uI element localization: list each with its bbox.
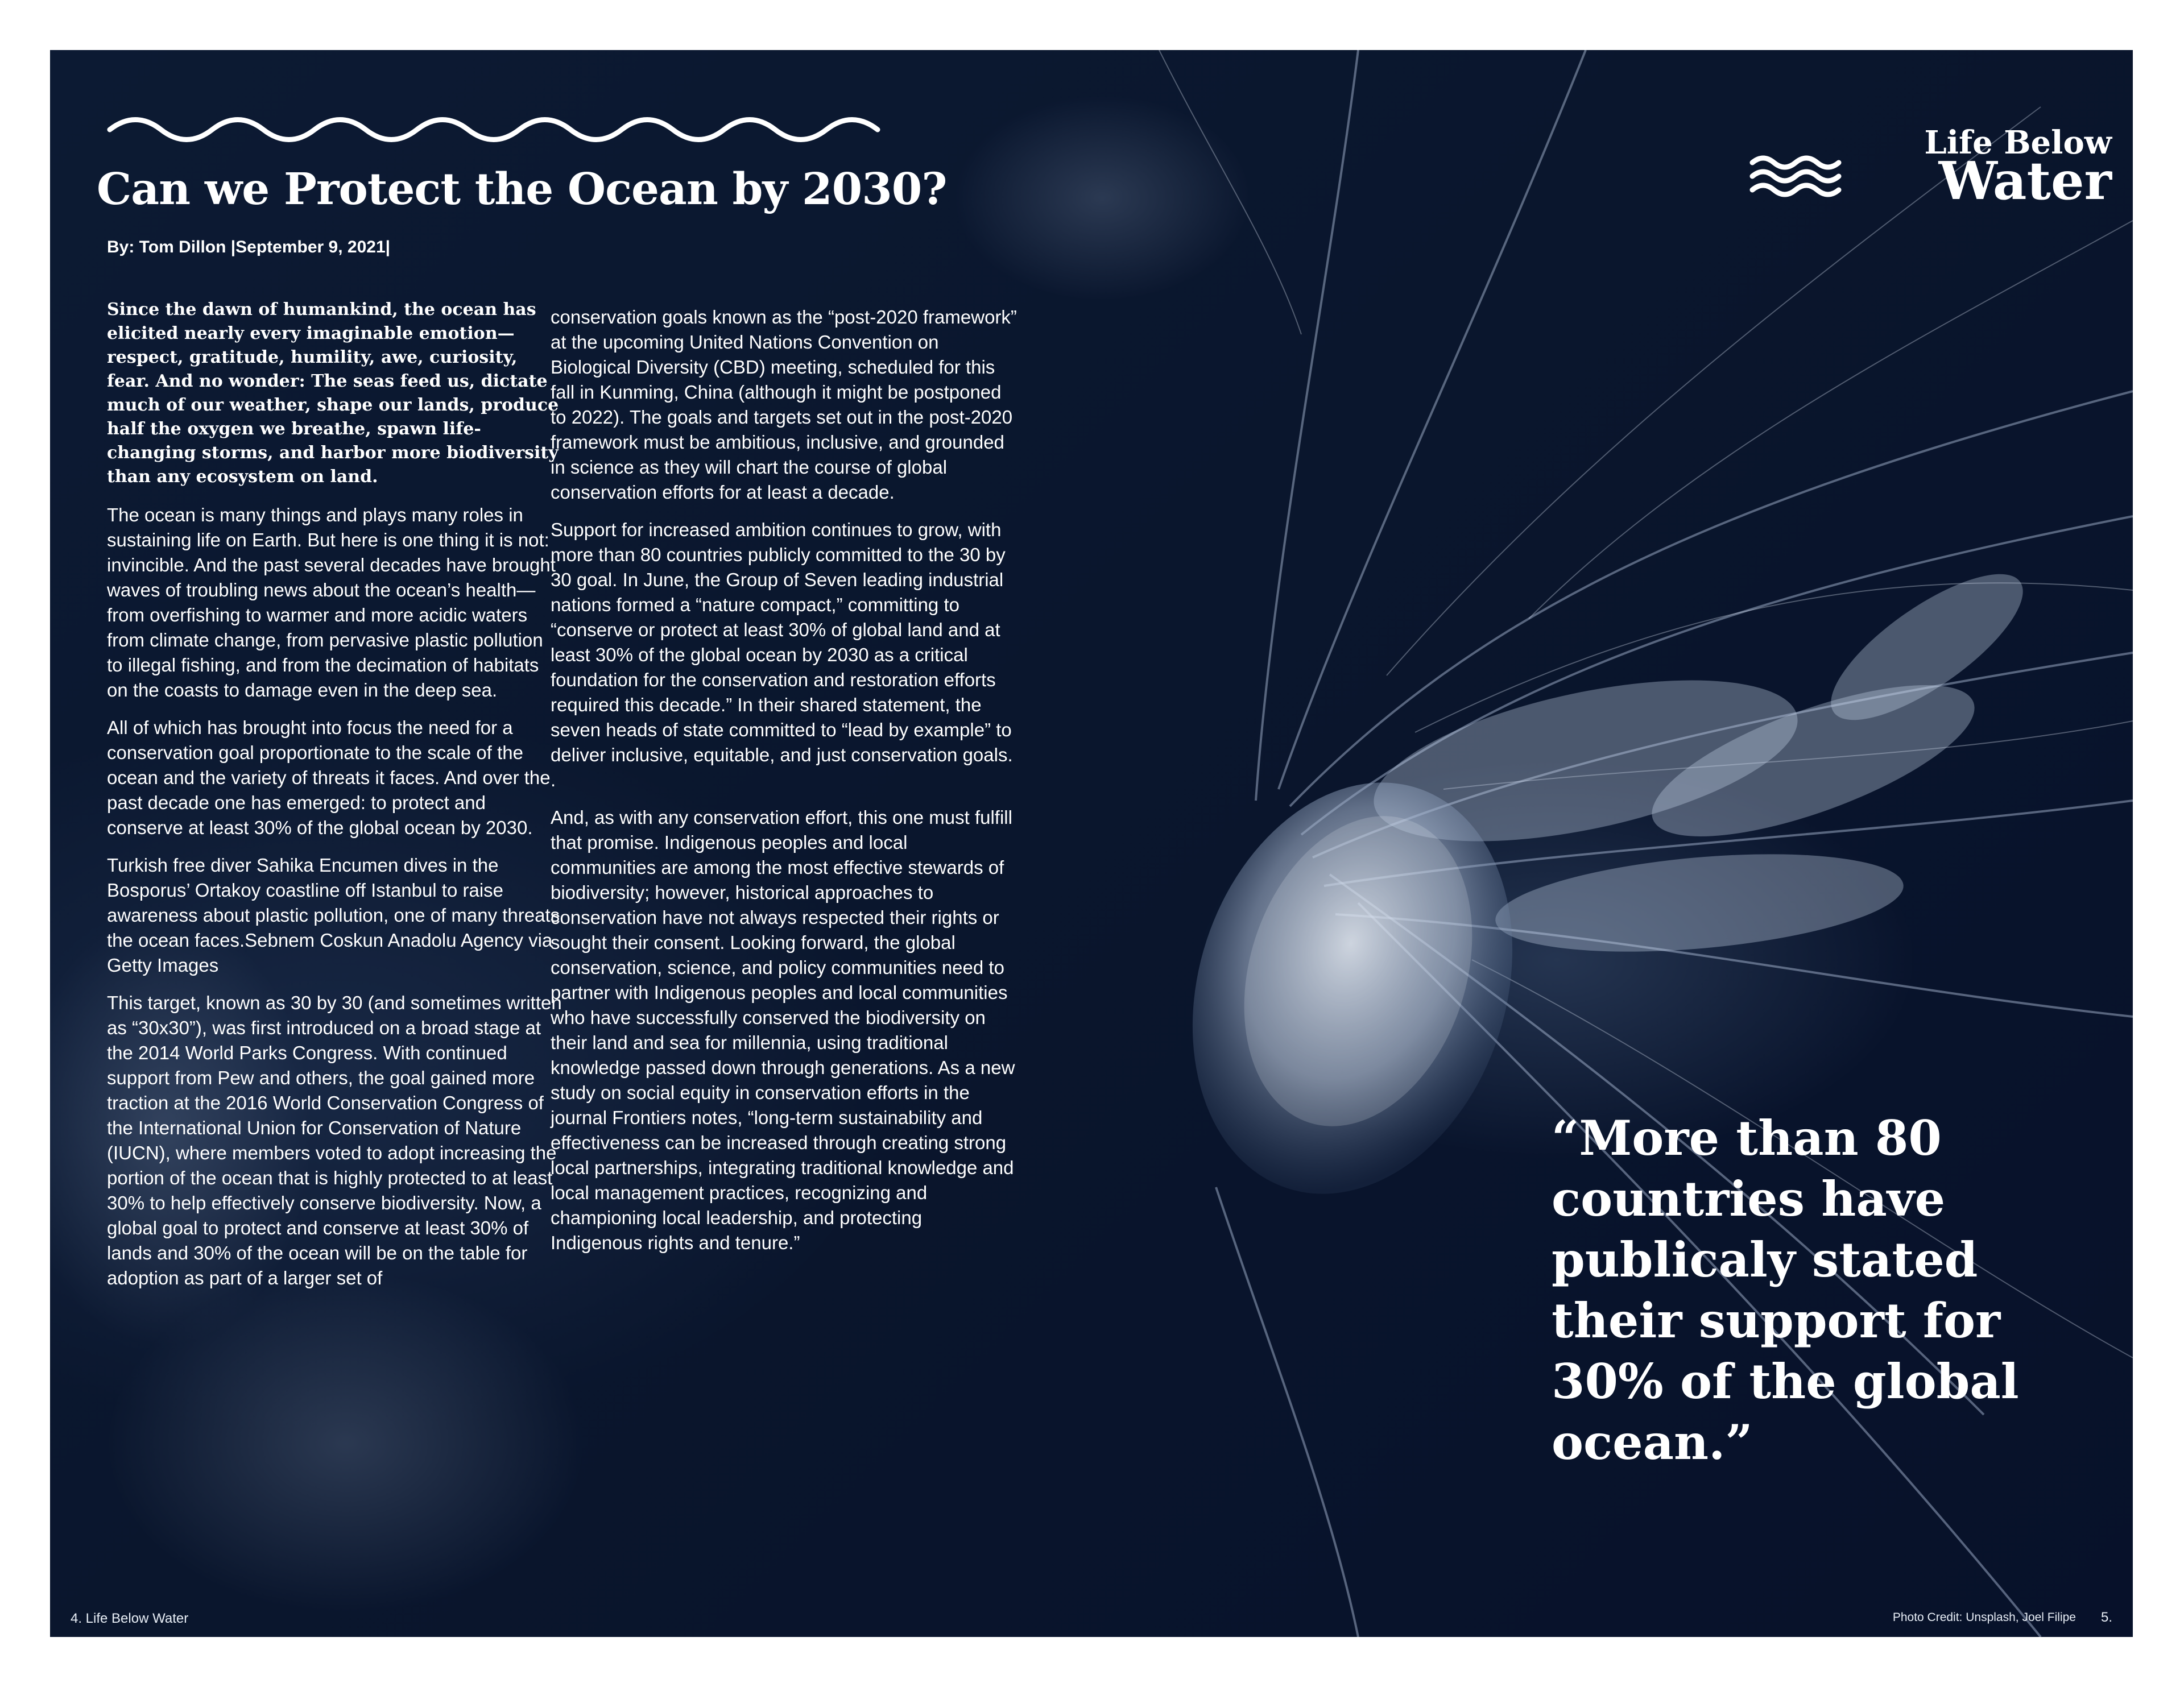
article-lead: Since the dawn of humankind, the ocean has elicited nearly every imaginable emotion—respect, gratitude, humility, awe, curiosity, fear. And no wonder: The seas feed us, dictate much of our weather, shape our lands, produce half the oxygen we breathe, spawn life-changing storms, and harbor more biodiversity than any ecosystem on land. <box>107 300 559 487</box>
photo-credit: Photo Credit: Unsplash, Joel Filipe <box>1892 1611 2076 1624</box>
article-paragraph: All of which has brought into focus the need for a conservation goal proportionate to the scale of the ocean and the variety of threats it faces. And over the past decade one has emerged: to protect and conserve at least 30% of the global ocean by 2030. <box>107 717 551 838</box>
section-brand <box>1748 124 2112 215</box>
page-number-right: 5. <box>2100 1610 2112 1625</box>
article-paragraph: conservation goals known as the “post-2020 framework” at the upcoming United Nations Convention on Biological Diversity (CBD) meeting, scheduled for this fall in Kunming, China (although it might be postponed to 2022). The goals and targets set out in the post-2020 framework must be ambitious, inclusive, and grounded in science as they will chart the course of global conservation efforts for at least a decade. <box>551 306 1017 503</box>
article-column-right <box>551 305 1017 1268</box>
byline: By: Tom Dillon |September 9, 2021| <box>107 238 391 256</box>
article-paragraph: This target, known as 30 by 30 (and sometimes written as “30x30”), was first introduced on a broad stage at the 2014 World Parks Congress. With continued support from Pew and others, the goal gained more traction at the 2016 World Conservation Congress of the International Union for Conservation of Nature (IUCN), where members voted to adopt increasing the portion of the ocean that is highly protected to at least 30% to help effectively conserve biodiversity. Now, a global goal to protect and conserve at least 30% of lands and 30% of the ocean will be on the table for adoption as part of a larger set of <box>107 992 562 1288</box>
article-paragraph: And, as with any conservation effort, this one must fulfill that promise. Indigenous peoples and local communities are among the most effective stewards of biodiversity; however, historical approaches to conservation have not always respected their rights or sought their consent. Looking forward, the global conservation, science, and policy communities need to partner with Indigenous peoples and local communities who have successfully conserved the biodiversity on their land and sea for millennia, using traditional knowledge passed down through generations. As a new study on social equity in conservation efforts in the journal Frontiers notes, “long-term sustainability and effectiveness can be increased through creating strong local partnerships, integrating traditional knowledge and local management practices, recognizing and championing local leadership, and protecting Indigenous rights and tenure.” <box>551 807 1015 1253</box>
footer-page-label-left: 4. Life Below Water <box>71 1611 189 1626</box>
magazine-spread <box>50 50 2133 1637</box>
article-paragraph: Turkish free diver Sahika Encumen dives in the Bosporus’ Ortakoy coastline off Istanbul to raise awareness about plastic pollution, one of many threats the ocean faces.Sebnem Coskun Anadolu Agency via Getty Images <box>107 855 560 976</box>
brand-line-2: Water <box>1938 150 2112 212</box>
page-title: Can we Protect the Ocean by 2030? <box>97 164 947 215</box>
pull-quote: “More than 80 countries have publicaly stated their support for 30% of the global ocean.” <box>1552 1110 2019 1470</box>
article-paragraph: Support for increased ambition continues to grow, with more than 80 countries publicly committed to the 30 by 30 goal. In June, the Group of Seven leading industrial nations formed a “nature compact,” committing to “conserve or protect at least 30% of global land and at least 30% of the global ocean by 2030 as a critical foundation for the conservation and restoration efforts required this decade.” In their shared statement, the seven heads of state committed to “lead by example” to deliver inclusive, equitable, and just conservation goals. . <box>551 519 1013 790</box>
brand-line-1: Life Below <box>1924 124 2112 161</box>
waves-icon <box>1748 152 1844 198</box>
article-paragraph: The ocean is many things and plays many roles in sustaining life on Earth. But here is one thing it is not: invincible. And the past several decades have brought waves of troubling news about the ocean’s health—from overfishing to warmer and more acidic waters from climate change, from pervasive plastic pollution to illegal fishing, and from the decimation of habitats on the coasts to damage even in the deep sea. <box>107 504 556 701</box>
wave-divider-icon <box>107 104 886 144</box>
article-column-left <box>107 298 562 1303</box>
